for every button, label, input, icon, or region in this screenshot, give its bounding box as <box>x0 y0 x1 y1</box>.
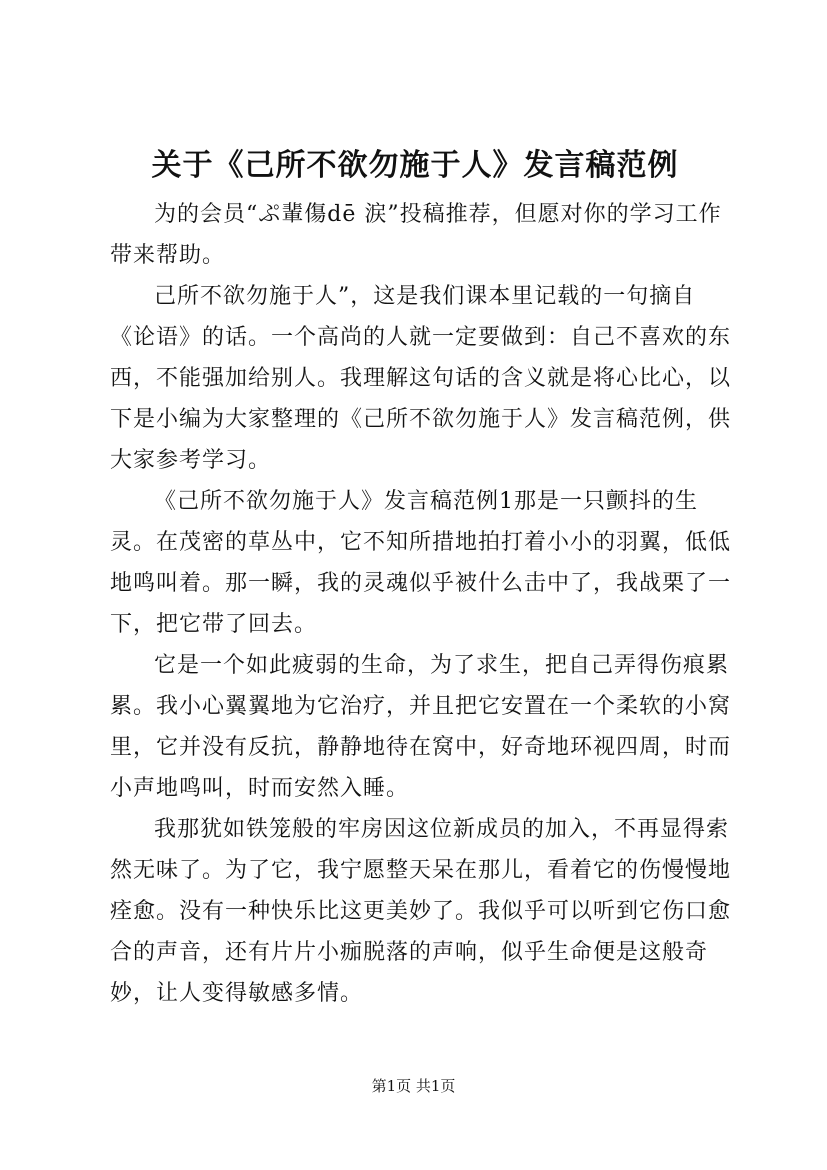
paragraph-joy: 我那犹如铁笼般的牢房因这位新成员的加入，不再显得索然无味了。为了它，我宁愿整天呆在那儿，看着它的伤慢慢地痊愈。没有一种快乐比这更美妙了。我似乎可以听到它伤口愈合的声音，还有片片小痂脱落的声响，似乎生命便是这般奇妙，让人变得敏感多情。 <box>110 817 732 1006</box>
page-title: 关于《己所不欲勿施于人》发言稿范例 <box>151 148 679 183</box>
paragraph-intro: 为的会员“ぷ輩傷dē 涙”投稿推荐，但愿对你的学习工作带来帮助。 <box>110 202 722 268</box>
paragraph-quote: 己所不欲勿施于人”，这是我们课本里记载的一句摘自《论语》的话。一个高尚的人就一定要做到：自己不喜欢的东西，不能强加给别人。我理解这句话的含义就是将心比心，以下是小编为大家整理的《己所不欲勿施于人》发言稿范例，供大家参考学习。 <box>110 284 732 473</box>
paragraph-example-1: 《己所不欲勿施于人》发言稿范例1那是一只颤抖的生灵。在茂密的草丛中，它不知所措地拍打着小小的羽翼，低低地鸣叫着。那一瞬，我的灵魂似乎被什么击中了，我战栗了一下，把它带了回去。 <box>110 489 732 637</box>
page-footer: 第1页 共1页 <box>371 1077 456 1095</box>
document-body <box>110 194 740 1014</box>
paragraph-healing: 它是一个如此疲弱的生命，为了求生，把自己弄得伤痕累累。我小心翼翼地为它治疗，并且把它安置在一个柔软的小窝里，它并没有反抗，静静地待在窝中，好奇地环视四周，时而小声地鸣叫，时而安然入睡。 <box>110 653 732 801</box>
